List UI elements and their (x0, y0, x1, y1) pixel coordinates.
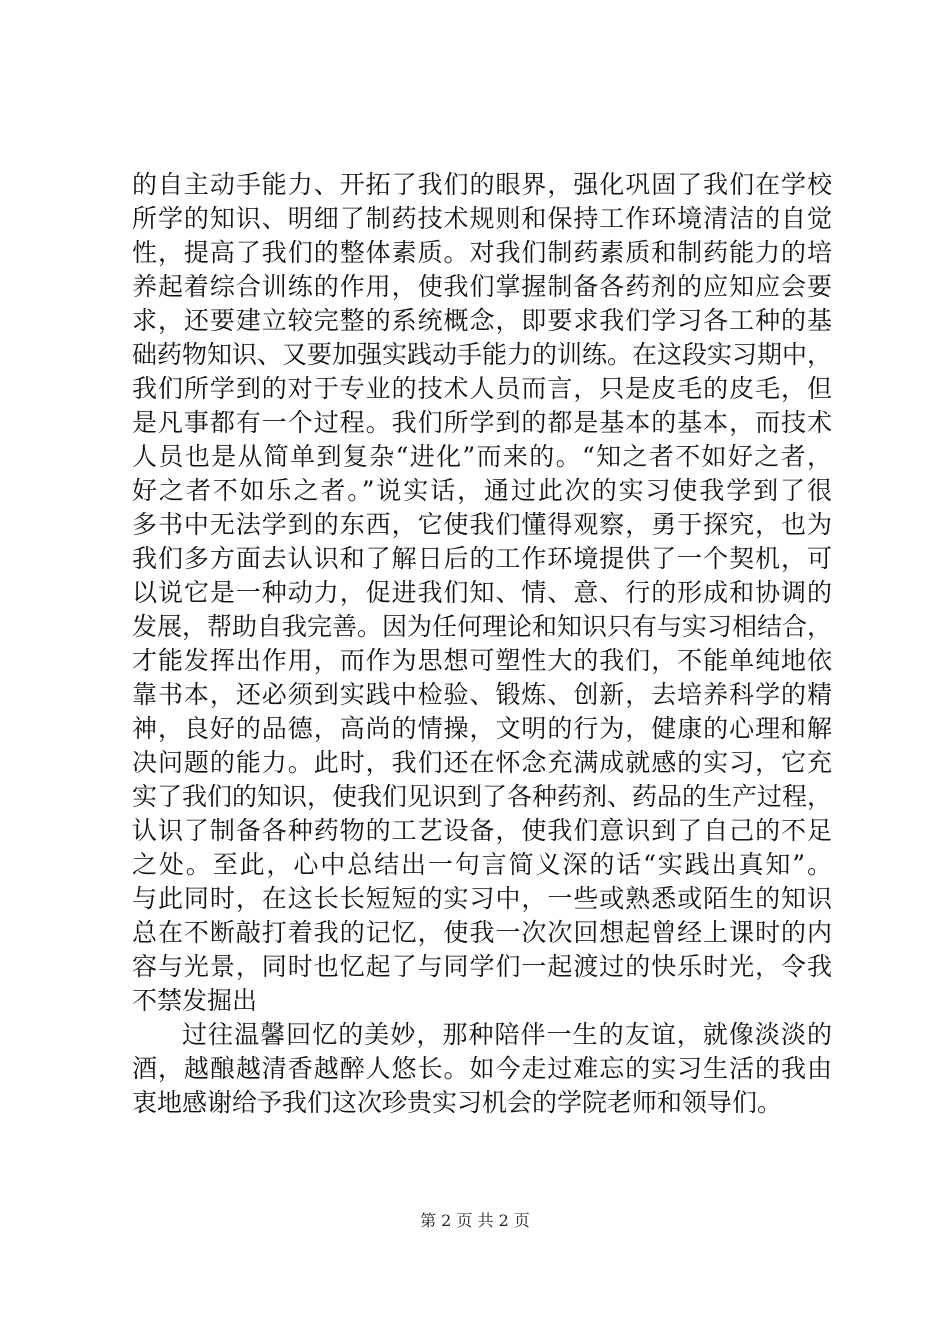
text-line: 不禁发掘出 (132, 986, 258, 1015)
text-line: 靠书本，还必须到实践中检验、锻炼、创新，去培养科学的精 (132, 680, 832, 709)
text-line: 才能发挥出作用，而作为思想可塑性大的我们，不能单纯地依 (132, 646, 832, 675)
text-line: 过往温馨回忆的美妙，那种陪伴一生的友谊，就像淡淡的 (182, 1020, 832, 1049)
text-line: 实了我们的知识，使我们见识到了各种药剂、药品的生产过程， (132, 782, 833, 811)
text-line: 酒，越酿越清香越醉人悠长。如今走过难忘的实习生活的我由 (132, 1054, 832, 1083)
text-line: 是凡事都有一个过程。我们所学到的都是基本的基本，而技术 (132, 408, 832, 437)
text-line: 础药物知识、又要加强实践动手能力的训练。在这段实习期中， (132, 340, 833, 369)
text-line: 之处。至此，心中总结出一句言简义深的话“实践出真知”。 (132, 850, 832, 879)
paragraph (132, 1018, 832, 1120)
text-line: 与此同时，在这长长短短的实习中，一些或熟悉或陌生的知识 (132, 884, 832, 913)
document-body (132, 168, 832, 1120)
text-line: 决问题的能力。此时，我们还在怀念充满成就感的实习，它充 (132, 748, 832, 777)
text-line: 发展，帮助自我完善。因为任何理论和知识只有与实习相结合， (132, 612, 833, 641)
text-line: 的自主动手能力、开拓了我们的眼界，强化巩固了我们在学校 (132, 170, 832, 199)
text-line: 我们所学到的对于专业的技术人员而言，只是皮毛的皮毛，但 (132, 374, 832, 403)
text-line: 认识了制备各种药物的工艺设备，使我们意识到了自己的不足 (132, 816, 832, 845)
text-line: 养起着综合训练的作用，使我们掌握制备各药剂的应知应会要 (132, 272, 832, 301)
page-footer: 第 2 页 共 2 页 (420, 1211, 530, 1230)
text-line: 多书中无法学到的东西，它使我们懂得观察，勇于探究，也为 (132, 510, 832, 539)
text-line: 性，提高了我们的整体素质。对我们制药素质和制药能力的培 (132, 238, 832, 267)
text-line: 人员也是从简单到复杂“进化”而来的。“知之者不如好之者， (132, 442, 832, 471)
text-line: 神，良好的品德，高尚的情操，文明的行为，健康的心理和解 (132, 714, 832, 743)
text-line: 求，还要建立较完整的系统概念，即要求我们学习各工种的基 (132, 306, 832, 335)
text-line: 总在不断敲打着我的记忆，使我一次次回想起曾经上课时的内 (132, 918, 832, 947)
paragraph (132, 168, 832, 1018)
text-line: 好之者不如乐之者。”说实话，通过此次的实习使我学到了很 (132, 476, 832, 505)
text-line: 衷地感谢给予我们这次珍贵实习机会的学院老师和领导们。 (132, 1088, 783, 1117)
text-line: 以说它是一种动力，促进我们知、情、意、行的形成和协调的 (132, 578, 832, 607)
text-line: 我们多方面去认识和了解日后的工作环境提供了一个契机，可 (132, 544, 832, 573)
text-line: 所学的知识、明细了制药技术规则和保持工作环境清洁的自觉 (132, 204, 832, 233)
text-line: 容与光景，同时也忆起了与同学们一起渡过的快乐时光，令我 (132, 952, 832, 981)
